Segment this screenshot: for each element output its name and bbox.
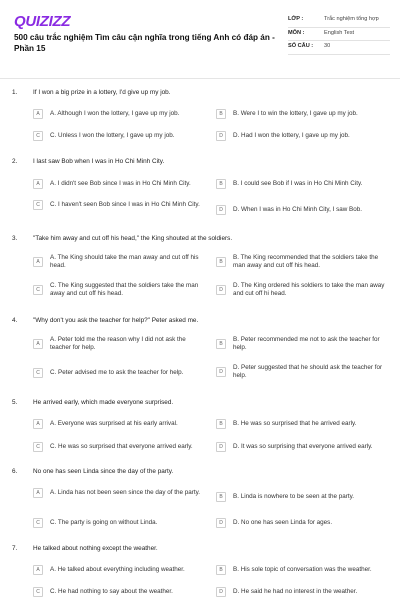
option-letter-box[interactable]: A [33, 419, 43, 429]
page-title: 500 câu trắc nghiệm Tìm câu cận nghĩa trong tiếng Anh có đáp án - Phần 15 [14, 33, 275, 53]
answer-option[interactable] [216, 364, 391, 379]
option-letter-box[interactable]: B [216, 339, 226, 349]
quizizz-logo[interactable]: QUIZIZZ [14, 13, 71, 30]
question-text: He arrived early, which made everyone surprised. [33, 399, 174, 406]
option-text: A. Peter told me the reason why I did not ask the teacher for help. [50, 336, 186, 351]
option-text: C. Peter advised me to ask the teacher for help. [50, 369, 184, 377]
option-text: A. I didn't see Bob since I was in Ho Chi Minh City. [50, 180, 191, 188]
option-letter-box[interactable]: A [33, 339, 43, 349]
option-text: C. Unless I won the lottery, I gave up my job. [50, 132, 175, 140]
option-letter-box[interactable]: D [216, 442, 226, 452]
question-text: If I won a big prize in a lottery, I'd give up my job. [33, 89, 171, 96]
question-text: I last saw Bob when I was in Ho Chi Minh City. [33, 158, 165, 165]
meta-label: MÔN : [288, 29, 305, 36]
question-number: 7. [12, 545, 18, 552]
option-letter-box[interactable]: D [216, 205, 226, 215]
answer-option[interactable] [33, 368, 208, 378]
meta-value: English Test [324, 29, 355, 36]
option-text: D. Had I won the lottery, I gave up my job. [233, 132, 350, 140]
question-text: "Take him away and cut off his head," the King shouted at the soldiers. [33, 235, 233, 242]
option-letter-box[interactable]: C [33, 200, 43, 210]
option-letter-box[interactable]: D [216, 587, 226, 597]
answer-option[interactable] [216, 254, 391, 269]
question-number: 3. [12, 235, 18, 242]
meta-row-subject [288, 28, 390, 42]
option-text: C. I haven't seen Bob since I was in Ho Chi Minh City. [50, 201, 200, 209]
answer-option[interactable] [33, 254, 208, 269]
meta-panel [288, 14, 390, 55]
answer-option[interactable] [216, 442, 391, 452]
option-letter-box[interactable]: D [216, 285, 226, 295]
question-text: He talked about nothing except the weather. [33, 545, 158, 552]
answer-option[interactable] [216, 336, 391, 351]
answer-option[interactable] [216, 518, 391, 528]
question-number: 6. [12, 468, 18, 475]
option-text: B. The King recommended that the soldiers take the man away and cut off his head. [233, 254, 379, 269]
answer-option[interactable] [216, 492, 391, 502]
option-text: A. Linda has not been seen since the day of the party. [50, 489, 201, 497]
answer-option[interactable] [33, 419, 208, 429]
option-letter-box[interactable]: C [33, 587, 43, 597]
answer-option[interactable] [33, 587, 208, 597]
option-text: D. Peter suggested that he should ask the teacher for help. [233, 364, 383, 379]
option-letter-box[interactable]: B [216, 109, 226, 119]
answer-option[interactable] [33, 442, 208, 452]
meta-label: LỚP : [288, 16, 304, 22]
option-text: A. Everyone was surprised at his early arrival. [50, 420, 178, 428]
meta-value: 30 [324, 43, 331, 50]
answer-option[interactable] [216, 587, 391, 597]
option-letter-box[interactable]: A [33, 488, 43, 498]
answer-option[interactable] [33, 518, 208, 528]
option-letter-box[interactable]: A [33, 565, 43, 575]
option-letter-box[interactable]: B [216, 257, 226, 267]
answer-option[interactable] [33, 131, 208, 141]
option-letter-box[interactable]: D [216, 131, 226, 141]
option-text: C. He had nothing to say about the weather. [50, 588, 173, 596]
answer-option[interactable] [33, 565, 208, 575]
meta-label: SỐ CÂU : [288, 43, 314, 50]
option-letter-box[interactable]: A [33, 179, 43, 189]
option-letter-box[interactable]: C [33, 368, 43, 378]
header-divider [0, 78, 400, 79]
option-letter-box[interactable]: D [216, 367, 226, 377]
option-text: D. It was so surprising that everyone arrived early. [233, 443, 373, 451]
answer-option[interactable] [216, 131, 391, 141]
option-letter-box[interactable]: C [33, 131, 43, 141]
question-text: "Why don't you ask the teacher for help?" Peter asked me. [33, 317, 199, 324]
answer-option[interactable] [216, 179, 391, 189]
question-number: 4. [12, 317, 18, 324]
meta-row-count [288, 41, 390, 55]
answer-option[interactable] [33, 200, 208, 210]
meta-value: Trắc nghiệm tổng hợp [324, 16, 379, 22]
option-text: D. When I was in Ho Chi Minh City, I saw Bob. [233, 206, 363, 214]
option-text: B. Linda is nowhere to be seen at the party. [233, 493, 354, 501]
option-text: A. He talked about everything including weather. [50, 566, 185, 574]
answer-option[interactable] [216, 205, 391, 215]
worksheet-header [0, 0, 400, 76]
meta-row-class [288, 14, 390, 28]
option-letter-box[interactable]: B [216, 565, 226, 575]
option-text: C. The party is going on without Linda. [50, 519, 158, 527]
answer-option[interactable] [216, 419, 391, 429]
option-text: B. He was so surprised that he arrived early. [233, 420, 357, 428]
option-text: B. I could see Bob if I was in Ho Chi Minh City. [233, 180, 363, 188]
option-letter-box[interactable]: B [216, 492, 226, 502]
question-number: 2. [12, 158, 18, 165]
option-text: B. Peter recommended me not to ask the teacher for help. [233, 336, 380, 351]
question-number: 5. [12, 399, 18, 406]
answer-option[interactable] [216, 109, 391, 119]
question-text: No one has seen Linda since the day of the party. [33, 468, 174, 475]
option-text: C. He was so surprised that everyone arrived early. [50, 443, 193, 451]
option-letter-box[interactable]: C [33, 518, 43, 528]
option-letter-box[interactable]: C [33, 442, 43, 452]
answer-option[interactable] [33, 179, 208, 189]
option-text: D. He said he had no interest in the weather. [233, 588, 358, 596]
answer-option[interactable] [216, 565, 391, 575]
option-text: A. The King should take the man away and cut off his head. [50, 254, 199, 269]
option-text: D. The King ordered his soldiers to take the man away and cut off hi head. [233, 282, 385, 297]
option-letter-box[interactable]: C [33, 285, 43, 295]
option-text: B. His sole topic of conversation was the weather. [233, 566, 372, 574]
answer-option[interactable] [33, 109, 208, 119]
option-text: D. No one has seen Linda for ages. [233, 519, 333, 527]
option-letter-box[interactable]: A [33, 257, 43, 267]
option-text: B. Were I to win the lottery, I gave up my job. [233, 110, 358, 118]
answer-option[interactable] [33, 282, 208, 297]
question-number: 1. [12, 89, 18, 96]
answer-option[interactable] [33, 336, 208, 351]
option-text: A. Although I won the lottery, I gave up my job. [50, 110, 180, 118]
answer-option[interactable] [33, 488, 208, 498]
option-letter-box[interactable]: D [216, 518, 226, 528]
option-text: C. The King suggested that the soldiers take the man away and cut off his head. [50, 282, 199, 297]
option-letter-box[interactable]: A [33, 109, 43, 119]
option-letter-box[interactable]: B [216, 179, 226, 189]
answer-option[interactable] [216, 282, 391, 297]
option-letter-box[interactable]: B [216, 419, 226, 429]
